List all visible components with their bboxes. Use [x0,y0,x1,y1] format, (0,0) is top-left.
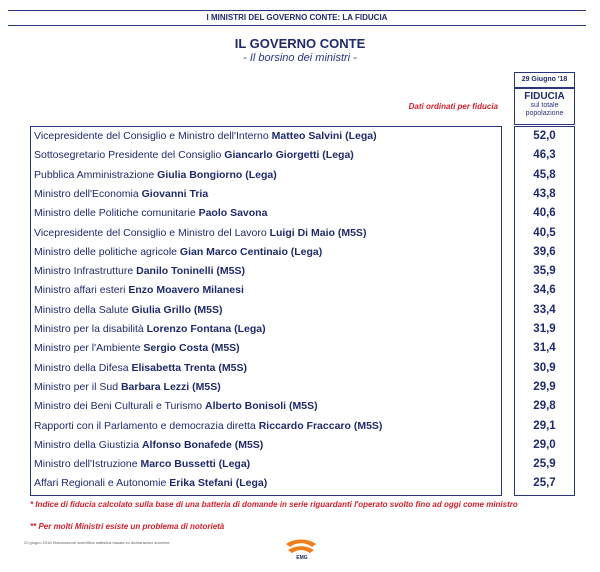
fiducia-value: 25,7 [533,477,556,490]
minister-role: Vicepresidente del Consiglio e Ministro del Lavoro [34,226,267,239]
fiducia-value: 46,3 [533,149,556,162]
minister-role: Ministro per il Sud [34,380,119,393]
fiducia-value: 35,9 [533,265,556,278]
fiducia-value: 31,4 [533,342,556,355]
minister-name: Alberto Bonisoli (M5S) [204,400,318,413]
minister-role: Rapporti con il Parlamento e democrazia diretta [34,419,256,432]
minister-role: Ministro per l'Ambiente [34,342,141,355]
minister-name: Erika Stefani (Lega) [169,477,268,490]
fiducia-value: 40,6 [533,207,556,220]
fiducia-value: 33,4 [533,303,556,316]
minister-name: Matteo Salvini (Lega) [271,130,377,142]
minister-role: Ministro dell'Istruzione [34,458,138,471]
minister-role: Ministro dell'Economia [34,187,139,200]
fiducia-value: 31,9 [533,323,556,335]
table-row [34,474,267,493]
order-note: Dati ordinati per fiducia [408,102,498,111]
minister-name: Giulia Grillo (M5S) [131,303,223,316]
source-note: 29 giugno 2018 Elaborazione scientifica statistica basata su dichiarazioni anonime [24,540,170,545]
ministers-table [30,126,502,496]
minister-role: Sottosegretario Presidente del Consiglio [34,149,222,162]
minister-name: Riccardo Fraccaro (M5S) [258,419,383,432]
fiducia-subtitle-2: popolazione [525,110,564,117]
minister-role: Affari Regionali e Autonomie [34,477,167,490]
minister-role: Ministro della Giustizia [34,438,140,451]
table-row [34,397,318,416]
minister-name: Gian Marco Centinaio (Lega) [179,245,323,258]
table-row [34,339,240,358]
fiducia-value: 52,0 [533,130,556,142]
table-row [34,436,263,455]
logo-swoosh-2 [288,546,314,553]
table-row [34,359,247,378]
table-row [34,301,222,320]
minister-role: Vicepresidente del Consiglio e Ministro dell'Interno [34,130,269,142]
table-row [34,455,250,474]
footnote-notoriety: ** Per molti Ministri esiste un problema di notorietà [30,522,225,531]
minister-role: Ministro della Difesa [34,361,129,374]
minister-name: Sergio Costa (M5S) [143,342,240,355]
minister-name: Marco Bussetti (Lega) [140,458,251,471]
fiducia-value: 30,9 [533,361,556,374]
footnote-index: * Indice di fiducia calcolato sulla base di una batteria di domande in serie riguardanti l'operato svolto fino ad oggi come ministro [30,500,518,509]
minister-role: Ministro dei Beni Culturali e Turismo [34,400,203,413]
table-row [34,417,382,436]
table-row [34,166,277,185]
minister-name: Elisabetta Trenta (M5S) [131,361,247,374]
fiducia-value: 43,8 [533,187,556,200]
table-row [34,262,245,281]
minister-name: Enzo Moavero Milanesi [128,284,244,297]
fiducia-value: 29,0 [533,438,556,451]
minister-role: Ministro Infrastrutture [34,265,134,278]
fiducia-value: 34,6 [533,284,556,297]
minister-name: Lorenzo Fontana (Lega) [146,323,266,335]
minister-role: Ministro delle politiche agricole [34,245,177,258]
table-row [34,204,267,223]
header-banner: I MINISTRI DEL GOVERNO CONTE: LA FIDUCIA [8,10,586,26]
date-label: 29 Giugno '18 [514,72,575,88]
table-row [34,185,208,204]
fiducia-value: 45,8 [533,168,556,181]
fiducia-subtitle-1: sul totale [530,102,559,109]
emg-logo [282,538,322,560]
table-row [34,281,244,300]
minister-role: Ministro per la disabilità [34,323,144,335]
minister-name: Danilo Toninelli (M5S) [136,265,246,278]
page-title: IL GOVERNO CONTE [234,36,366,51]
minister-name: Giovanni Tria [141,187,209,200]
page-subtitle: - Il borsino dei ministri - [243,52,357,64]
minister-name: Alfonso Bonafede (M5S) [141,438,264,451]
table-row [34,320,266,339]
minister-name: Barbara Lezzi (M5S) [120,380,221,393]
minister-name: Paolo Savona [198,207,268,220]
fiducia-values [514,126,575,496]
fiducia-value: 29,9 [533,380,556,393]
fiducia-column-header [514,88,575,125]
table-row [34,378,221,397]
table-row [34,224,366,243]
minister-role: Pubblica Amministrazione [34,168,155,181]
fiducia-value: 40,5 [533,226,556,239]
fiducia-value: 29,1 [533,419,556,432]
minister-name: Giancarlo Giorgetti (Lega) [224,149,354,162]
fiducia-value: 25,9 [533,458,556,471]
logo-swoosh [286,540,316,548]
minister-role: Ministro della Salute [34,303,129,316]
minister-role: Ministro delle Politiche comunitarie [34,207,196,220]
minister-name: Luigi Di Maio (M5S) [269,226,367,239]
fiducia-value: 29,8 [533,400,556,413]
fiducia-title: FIDUCIA [524,91,565,102]
fiducia-value: 39,6 [533,245,556,258]
table-row [34,146,354,165]
minister-name: Giulia Bongiorno (Lega) [157,168,277,181]
minister-role: Ministro affari esteri [34,284,126,297]
table-row [34,127,377,146]
table-row [34,243,322,262]
logo-text: EMG [296,555,308,560]
